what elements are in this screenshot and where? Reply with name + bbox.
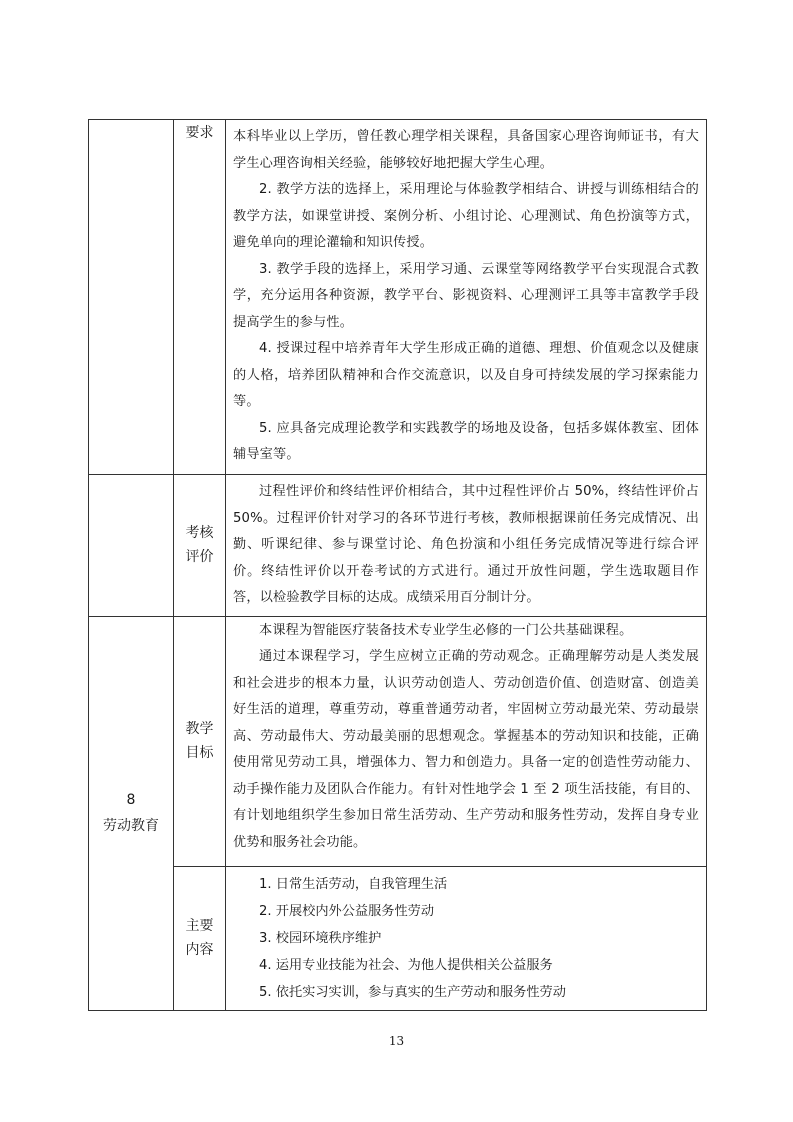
list-item: 5. 依托实习实训，参与真实的生产劳动和服务性劳动 <box>259 984 566 1000</box>
label-requirements <box>174 120 226 475</box>
assessment-content <box>226 475 707 617</box>
list-item: 2. 开展校内外公益服务性劳动 <box>259 903 435 919</box>
course-cell-previous <box>89 120 174 475</box>
page-number: 13 <box>388 1034 405 1048</box>
requirements-paragraph: 本科毕业以上学历，曾任教心理学相关课程，具备国家心理咨询师证书，有大学生心理咨询相关经验，能够较好地把握大学生心理。 <box>233 129 699 171</box>
course-table <box>88 119 707 1011</box>
course-number: 8 <box>126 792 136 808</box>
requirements-paragraph: 4. 授课过程中培养青年大学生形成正确的道德、理想、价值观念以及健康的人格，培养团队精神和合作交流意识，以及自身可持续发展的学习探索能力等。 <box>233 341 699 409</box>
list-item: 1. 日常生活劳动，自我管理生活 <box>259 876 448 892</box>
goals-paragraph: 通过本课程学习，学生应树立正确的劳动观念。正确理解劳动是人类发展和社会进步的根本力量，认识劳动创造人、劳动创造价值、创造财富、创造美好生活的道理，尊重劳动，尊重普通劳动者，牢固树立劳动最光荣、劳动最崇高、劳动最伟大、劳动最美丽的思想观念。掌握基本的劳动知识和技能，正确使用常见劳动工具，增强体力、智力和创造力。具备一定的创造性劳动能力、动手操作能力及团队合作能力。有针对性地学会 1 至 2 项生活技能，有目的、有计划地组织学生参加日常生活劳动、生产劳动和服务性劳动，发挥自身专业优势和服务社会功能。 <box>233 649 699 850</box>
label-goals-line1: 教学 <box>185 721 214 737</box>
label-assessment-line2: 评价 <box>185 549 214 566</box>
row-assessment <box>89 475 707 617</box>
content-list <box>226 866 707 1010</box>
requirements-paragraph: 5. 应具备完成理论教学和实践教学的场地及设备，包括多媒体教室、团体辅导室等。 <box>233 420 699 462</box>
list-item: 4. 运用专业技能为社会、为他人提供相关公益服务 <box>259 957 553 973</box>
list-item: 3. 校园环境秩序维护 <box>259 930 382 946</box>
label-goals-line2: 目标 <box>185 745 214 761</box>
requirements-paragraph: 2. 教学方法的选择上，采用理论与体验教学相结合、讲授与训练相结合的教学方法，如课堂讲授、案例分析、小组讨论、心理测试、角色扮演等方式，避免单向的理论灌输和知识传授。 <box>233 182 699 250</box>
label-content-line2: 内容 <box>185 942 214 958</box>
row-content <box>89 866 707 1010</box>
label-assessment-line1: 考核 <box>185 525 214 542</box>
goals-paragraph: 本课程为智能医疗装备技术专业学生必修的一门公共基础课程。 <box>259 622 633 638</box>
course-cell-previous-continued <box>89 475 174 617</box>
course-cell-labor-education <box>89 616 174 1010</box>
assessment-paragraph: 过程性评价和终结性评价相结合，其中过程性评价占 50%，终结性评价占 50%。过程评价针对学习的各环节进行考核，教师根据课前任务完成情况、出勤、听课纪律、参与课堂讨论、角色扮演和小组任务完成情况等进行综合评价。终结性评价以开卷考试的方式进行。通过开放性问题，学生选取题目作答，以检验教学目标的达成。成绩采用百分制计分。 <box>233 484 699 605</box>
label-content <box>174 866 226 1010</box>
row-requirements <box>89 120 707 475</box>
label-goals <box>174 616 226 866</box>
course-name: 劳动教育 <box>103 818 159 834</box>
label-requirements-text: 要求 <box>185 125 214 141</box>
goals-content <box>226 616 707 866</box>
requirements-content <box>226 120 707 475</box>
requirements-paragraph: 3. 教学手段的选择上，采用学习通、云课堂等网络教学平台实现混合式教学，充分运用各种资源，教学平台、影视资料、心理测评工具等丰富教学手段提高学生的参与性。 <box>233 261 699 330</box>
label-assessment <box>174 475 226 617</box>
row-goals <box>89 616 707 866</box>
label-content-line1: 主要 <box>185 918 214 934</box>
